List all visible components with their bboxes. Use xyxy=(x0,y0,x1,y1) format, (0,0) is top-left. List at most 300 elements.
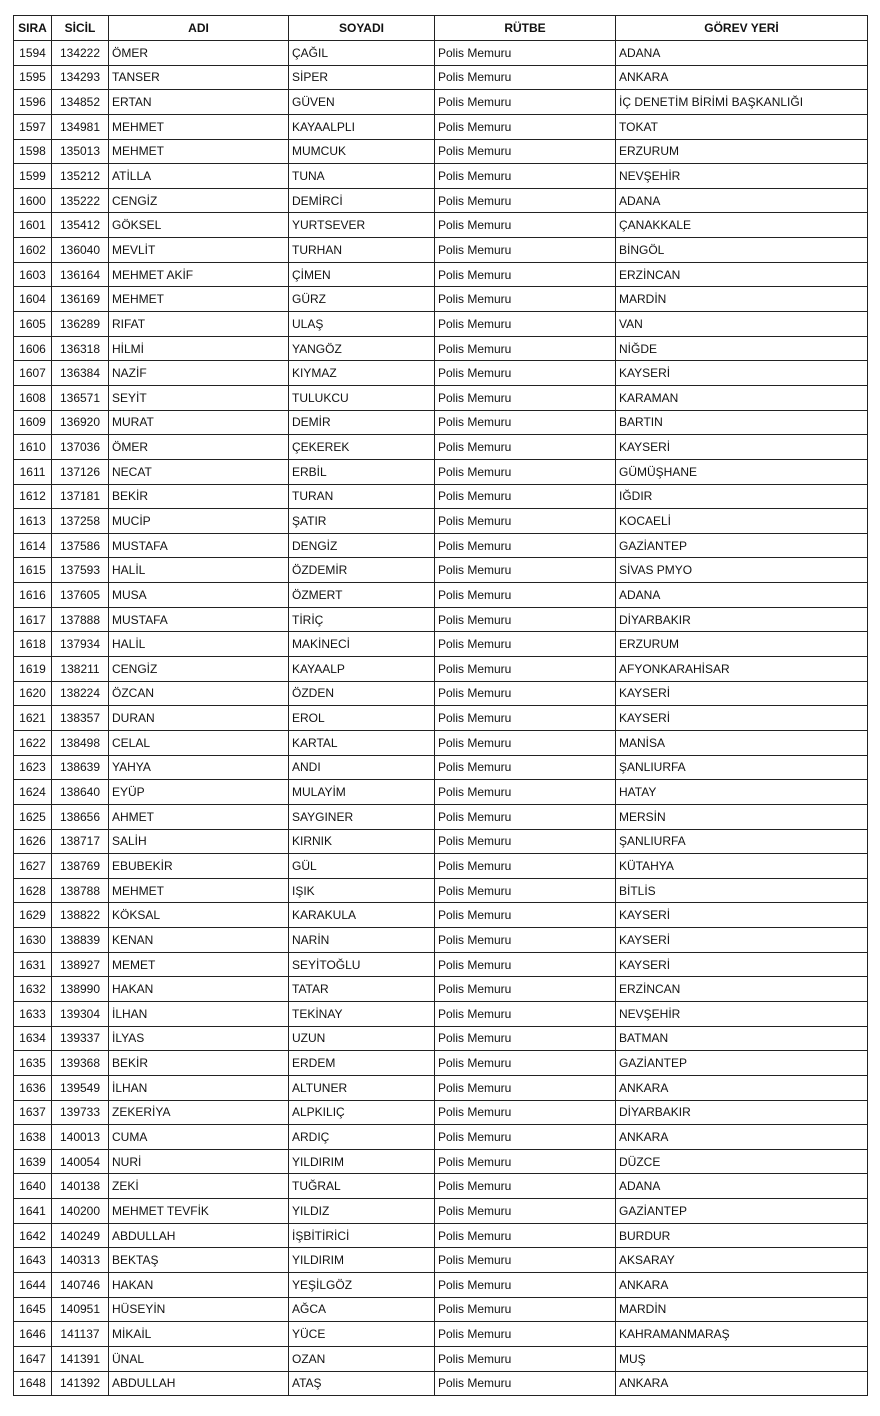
cell-sicil: 140200 xyxy=(52,1199,109,1224)
cell-sicil: 137036 xyxy=(52,435,109,460)
cell-rutbe: Polis Memuru xyxy=(435,361,616,386)
header-soyadi: SOYADI xyxy=(289,16,435,41)
cell-sicil: 135222 xyxy=(52,188,109,213)
cell-rutbe: Polis Memuru xyxy=(435,484,616,509)
cell-soyadi: OZAN xyxy=(289,1346,435,1371)
table-row xyxy=(14,706,868,731)
cell-rutbe: Polis Memuru xyxy=(435,1297,616,1322)
header-sira: SIRA xyxy=(14,16,52,41)
table-row xyxy=(14,1297,868,1322)
cell-sicil: 140013 xyxy=(52,1125,109,1150)
cell-soyadi: MUMCUK xyxy=(289,139,435,164)
cell-sira: 1597 xyxy=(14,114,52,139)
cell-sicil: 138656 xyxy=(52,804,109,829)
cell-gorev-yeri: KAYSERİ xyxy=(616,928,868,953)
cell-soyadi: KARTAL xyxy=(289,730,435,755)
cell-rutbe: Polis Memuru xyxy=(435,977,616,1002)
cell-sicil: 139733 xyxy=(52,1100,109,1125)
table-row xyxy=(14,829,868,854)
cell-adi: MUSTAFA xyxy=(109,607,289,632)
table-row xyxy=(14,336,868,361)
cell-sira: 1642 xyxy=(14,1223,52,1248)
cell-adi: MUSTAFA xyxy=(109,533,289,558)
cell-gorev-yeri: KAYSERİ xyxy=(616,903,868,928)
cell-gorev-yeri: IĞDIR xyxy=(616,484,868,509)
cell-sira: 1640 xyxy=(14,1174,52,1199)
cell-sira: 1622 xyxy=(14,730,52,755)
cell-soyadi: ALPKILIÇ xyxy=(289,1100,435,1125)
cell-adi: YAHYA xyxy=(109,755,289,780)
cell-adi: HAKAN xyxy=(109,1273,289,1298)
cell-sira: 1594 xyxy=(14,41,52,66)
table-row xyxy=(14,1149,868,1174)
cell-gorev-yeri: NEVŞEHİR xyxy=(616,164,868,189)
cell-soyadi: EROL xyxy=(289,706,435,731)
cell-sira: 1628 xyxy=(14,878,52,903)
cell-soyadi: İŞBİTİRİCİ xyxy=(289,1223,435,1248)
cell-adi: DURAN xyxy=(109,706,289,731)
cell-rutbe: Polis Memuru xyxy=(435,435,616,460)
cell-sicil: 140138 xyxy=(52,1174,109,1199)
cell-gorev-yeri: ANKARA xyxy=(616,1075,868,1100)
cell-sira: 1603 xyxy=(14,262,52,287)
cell-soyadi: TURHAN xyxy=(289,238,435,263)
cell-adi: RIFAT xyxy=(109,312,289,337)
table-row xyxy=(14,804,868,829)
cell-rutbe: Polis Memuru xyxy=(435,755,616,780)
cell-adi: ZEKİ xyxy=(109,1174,289,1199)
cell-sira: 1623 xyxy=(14,755,52,780)
cell-sira: 1596 xyxy=(14,90,52,115)
cell-sira: 1631 xyxy=(14,952,52,977)
cell-sicil: 140054 xyxy=(52,1149,109,1174)
cell-sira: 1632 xyxy=(14,977,52,1002)
cell-rutbe: Polis Memuru xyxy=(435,188,616,213)
cell-soyadi: YEŞİLGÖZ xyxy=(289,1273,435,1298)
table-row xyxy=(14,1346,868,1371)
cell-soyadi: TİRİÇ xyxy=(289,607,435,632)
cell-adi: BEKİR xyxy=(109,1051,289,1076)
cell-soyadi: TATAR xyxy=(289,977,435,1002)
cell-gorev-yeri: ERZİNCAN xyxy=(616,977,868,1002)
table-row xyxy=(14,312,868,337)
table-row xyxy=(14,410,868,435)
cell-gorev-yeri: MANİSA xyxy=(616,730,868,755)
cell-gorev-yeri: MUŞ xyxy=(616,1346,868,1371)
cell-sicil: 138839 xyxy=(52,928,109,953)
cell-soyadi: ÇAĞIL xyxy=(289,41,435,66)
cell-adi: BEKİR xyxy=(109,484,289,509)
cell-adi: EYÜP xyxy=(109,780,289,805)
cell-soyadi: TURAN xyxy=(289,484,435,509)
cell-adi: NAZİF xyxy=(109,361,289,386)
cell-sira: 1621 xyxy=(14,706,52,731)
cell-sira: 1639 xyxy=(14,1149,52,1174)
header-row xyxy=(14,16,868,41)
cell-sicil: 141392 xyxy=(52,1371,109,1396)
cell-sicil: 138639 xyxy=(52,755,109,780)
cell-gorev-yeri: KAYSERİ xyxy=(616,681,868,706)
table-row xyxy=(14,139,868,164)
cell-adi: MİKAİL xyxy=(109,1322,289,1347)
cell-rutbe: Polis Memuru xyxy=(435,558,616,583)
cell-sicil: 137181 xyxy=(52,484,109,509)
cell-rutbe: Polis Memuru xyxy=(435,262,616,287)
cell-gorev-yeri: ERZURUM xyxy=(616,632,868,657)
cell-sira: 1610 xyxy=(14,435,52,460)
cell-sicil: 134981 xyxy=(52,114,109,139)
cell-adi: CELAL xyxy=(109,730,289,755)
table-row xyxy=(14,1001,868,1026)
cell-gorev-yeri: KAYSERİ xyxy=(616,361,868,386)
cell-gorev-yeri: GAZİANTEP xyxy=(616,1199,868,1224)
cell-sira: 1620 xyxy=(14,681,52,706)
cell-sira: 1601 xyxy=(14,213,52,238)
cell-sira: 1599 xyxy=(14,164,52,189)
cell-sira: 1644 xyxy=(14,1273,52,1298)
cell-sicil: 136384 xyxy=(52,361,109,386)
table-row xyxy=(14,238,868,263)
cell-sicil: 138927 xyxy=(52,952,109,977)
cell-gorev-yeri: ERZURUM xyxy=(616,139,868,164)
cell-sicil: 138717 xyxy=(52,829,109,854)
cell-soyadi: KAYAALPLI xyxy=(289,114,435,139)
cell-sira: 1624 xyxy=(14,780,52,805)
table-row xyxy=(14,607,868,632)
cell-gorev-yeri: BARTIN xyxy=(616,410,868,435)
cell-sira: 1609 xyxy=(14,410,52,435)
table-row xyxy=(14,681,868,706)
cell-soyadi: ŞATIR xyxy=(289,509,435,534)
cell-gorev-yeri: KAHRAMANMARAŞ xyxy=(616,1322,868,1347)
cell-adi: MEHMET xyxy=(109,878,289,903)
cell-soyadi: DEMİRCİ xyxy=(289,188,435,213)
cell-soyadi: KIRNIK xyxy=(289,829,435,854)
cell-soyadi: GÜRZ xyxy=(289,287,435,312)
cell-sira: 1647 xyxy=(14,1346,52,1371)
table-row xyxy=(14,1075,868,1100)
cell-gorev-yeri: TOKAT xyxy=(616,114,868,139)
cell-rutbe: Polis Memuru xyxy=(435,139,616,164)
cell-sicil: 139337 xyxy=(52,1026,109,1051)
cell-rutbe: Polis Memuru xyxy=(435,459,616,484)
cell-gorev-yeri: ANKARA xyxy=(616,65,868,90)
cell-gorev-yeri: DÜZCE xyxy=(616,1149,868,1174)
table-row xyxy=(14,287,868,312)
table-row xyxy=(14,1125,868,1150)
cell-soyadi: AĞCA xyxy=(289,1297,435,1322)
cell-adi: CENGİZ xyxy=(109,188,289,213)
table-row xyxy=(14,188,868,213)
cell-sicil: 138822 xyxy=(52,903,109,928)
cell-rutbe: Polis Memuru xyxy=(435,681,616,706)
cell-gorev-yeri: İÇ DENETİM BİRİMİ BAŞKANLIĞI xyxy=(616,90,868,115)
cell-sicil: 137258 xyxy=(52,509,109,534)
header-sicil: SİCİL xyxy=(52,16,109,41)
cell-sira: 1641 xyxy=(14,1199,52,1224)
table-row xyxy=(14,632,868,657)
cell-adi: MEHMET xyxy=(109,114,289,139)
cell-adi: BEKTAŞ xyxy=(109,1248,289,1273)
cell-rutbe: Polis Memuru xyxy=(435,65,616,90)
cell-adi: İLYAS xyxy=(109,1026,289,1051)
cell-rutbe: Polis Memuru xyxy=(435,657,616,682)
cell-soyadi: UZUN xyxy=(289,1026,435,1051)
cell-rutbe: Polis Memuru xyxy=(435,706,616,731)
cell-adi: HİLMİ xyxy=(109,336,289,361)
cell-sira: 1625 xyxy=(14,804,52,829)
cell-sira: 1600 xyxy=(14,188,52,213)
cell-gorev-yeri: NEVŞEHİR xyxy=(616,1001,868,1026)
table-row xyxy=(14,1026,868,1051)
table-row xyxy=(14,1100,868,1125)
cell-adi: HALİL xyxy=(109,558,289,583)
cell-rutbe: Polis Memuru xyxy=(435,509,616,534)
cell-gorev-yeri: GAZİANTEP xyxy=(616,533,868,558)
cell-gorev-yeri: NİĞDE xyxy=(616,336,868,361)
cell-sira: 1611 xyxy=(14,459,52,484)
cell-adi: NECAT xyxy=(109,459,289,484)
cell-sicil: 138357 xyxy=(52,706,109,731)
cell-soyadi: ARDIÇ xyxy=(289,1125,435,1150)
cell-sira: 1629 xyxy=(14,903,52,928)
cell-rutbe: Polis Memuru xyxy=(435,607,616,632)
personnel-table xyxy=(13,15,868,1396)
cell-gorev-yeri: DİYARBAKIR xyxy=(616,607,868,632)
cell-adi: ÖMER xyxy=(109,435,289,460)
cell-gorev-yeri: KOCAELİ xyxy=(616,509,868,534)
cell-rutbe: Polis Memuru xyxy=(435,114,616,139)
cell-sicil: 136164 xyxy=(52,262,109,287)
cell-sicil: 136318 xyxy=(52,336,109,361)
cell-gorev-yeri: KÜTAHYA xyxy=(616,854,868,879)
table-row xyxy=(14,361,868,386)
cell-sira: 1613 xyxy=(14,509,52,534)
cell-soyadi: YÜCE xyxy=(289,1322,435,1347)
cell-gorev-yeri: GÜMÜŞHANE xyxy=(616,459,868,484)
cell-sira: 1646 xyxy=(14,1322,52,1347)
cell-sira: 1602 xyxy=(14,238,52,263)
table-row xyxy=(14,114,868,139)
cell-sira: 1619 xyxy=(14,657,52,682)
cell-sira: 1617 xyxy=(14,607,52,632)
table-row xyxy=(14,977,868,1002)
table-row xyxy=(14,1371,868,1396)
cell-sicil: 137593 xyxy=(52,558,109,583)
cell-rutbe: Polis Memuru xyxy=(435,878,616,903)
table-row xyxy=(14,928,868,953)
table-row xyxy=(14,1223,868,1248)
table-row xyxy=(14,1322,868,1347)
table-row xyxy=(14,583,868,608)
cell-gorev-yeri: ANKARA xyxy=(616,1273,868,1298)
cell-rutbe: Polis Memuru xyxy=(435,583,616,608)
cell-sira: 1615 xyxy=(14,558,52,583)
cell-soyadi: MULAYİM xyxy=(289,780,435,805)
cell-soyadi: YILDIRIM xyxy=(289,1248,435,1273)
table-row xyxy=(14,730,868,755)
cell-rutbe: Polis Memuru xyxy=(435,1001,616,1026)
cell-sira: 1608 xyxy=(14,385,52,410)
header-rutbe: RÜTBE xyxy=(435,16,616,41)
cell-sicil: 136040 xyxy=(52,238,109,263)
cell-sira: 1633 xyxy=(14,1001,52,1026)
table-row xyxy=(14,484,868,509)
cell-soyadi: ANDI xyxy=(289,755,435,780)
table-row xyxy=(14,878,868,903)
cell-gorev-yeri: ANKARA xyxy=(616,1371,868,1396)
cell-adi: MEHMET xyxy=(109,287,289,312)
table-row xyxy=(14,385,868,410)
cell-sira: 1637 xyxy=(14,1100,52,1125)
cell-adi: ATİLLA xyxy=(109,164,289,189)
cell-gorev-yeri: HATAY xyxy=(616,780,868,805)
cell-adi: İLHAN xyxy=(109,1075,289,1100)
cell-rutbe: Polis Memuru xyxy=(435,312,616,337)
cell-sicil: 137586 xyxy=(52,533,109,558)
cell-gorev-yeri: ÇANAKKALE xyxy=(616,213,868,238)
table-row xyxy=(14,780,868,805)
cell-sicil: 136920 xyxy=(52,410,109,435)
cell-sira: 1638 xyxy=(14,1125,52,1150)
cell-sira: 1612 xyxy=(14,484,52,509)
cell-rutbe: Polis Memuru xyxy=(435,1223,616,1248)
cell-rutbe: Polis Memuru xyxy=(435,1075,616,1100)
cell-sicil: 138788 xyxy=(52,878,109,903)
cell-soyadi: GÜVEN xyxy=(289,90,435,115)
cell-gorev-yeri: AKSARAY xyxy=(616,1248,868,1273)
cell-adi: NURİ xyxy=(109,1149,289,1174)
cell-rutbe: Polis Memuru xyxy=(435,1322,616,1347)
header-gorev-yeri: GÖREV YERİ xyxy=(616,16,868,41)
table-row xyxy=(14,1174,868,1199)
cell-sicil: 138224 xyxy=(52,681,109,706)
cell-soyadi: YILDIRIM xyxy=(289,1149,435,1174)
cell-rutbe: Polis Memuru xyxy=(435,952,616,977)
cell-sicil: 135212 xyxy=(52,164,109,189)
cell-rutbe: Polis Memuru xyxy=(435,1371,616,1396)
table-row xyxy=(14,755,868,780)
cell-gorev-yeri: SİVAS PMYO xyxy=(616,558,868,583)
cell-gorev-yeri: ADANA xyxy=(616,583,868,608)
cell-rutbe: Polis Memuru xyxy=(435,632,616,657)
cell-sicil: 136169 xyxy=(52,287,109,312)
cell-sicil: 137605 xyxy=(52,583,109,608)
cell-adi: KENAN xyxy=(109,928,289,953)
cell-adi: MEHMET xyxy=(109,139,289,164)
cell-sira: 1607 xyxy=(14,361,52,386)
cell-sicil: 137934 xyxy=(52,632,109,657)
cell-sicil: 140249 xyxy=(52,1223,109,1248)
cell-sira: 1614 xyxy=(14,533,52,558)
cell-sicil: 135412 xyxy=(52,213,109,238)
header-adi: ADI xyxy=(109,16,289,41)
cell-soyadi: KAYAALP xyxy=(289,657,435,682)
cell-gorev-yeri: ADANA xyxy=(616,188,868,213)
cell-adi: MEHMET AKİF xyxy=(109,262,289,287)
cell-gorev-yeri: ŞANLIURFA xyxy=(616,755,868,780)
table-row xyxy=(14,435,868,460)
cell-soyadi: TULUKCU xyxy=(289,385,435,410)
cell-adi: HAKAN xyxy=(109,977,289,1002)
cell-sicil: 137126 xyxy=(52,459,109,484)
cell-sicil: 134293 xyxy=(52,65,109,90)
cell-gorev-yeri: BURDUR xyxy=(616,1223,868,1248)
cell-sira: 1606 xyxy=(14,336,52,361)
cell-rutbe: Polis Memuru xyxy=(435,804,616,829)
cell-adi: HALİL xyxy=(109,632,289,657)
cell-soyadi: TUĞRAL xyxy=(289,1174,435,1199)
cell-sicil: 135013 xyxy=(52,139,109,164)
cell-adi: MUCİP xyxy=(109,509,289,534)
cell-sicil: 134222 xyxy=(52,41,109,66)
cell-sicil: 136571 xyxy=(52,385,109,410)
cell-rutbe: Polis Memuru xyxy=(435,287,616,312)
cell-gorev-yeri: KAYSERİ xyxy=(616,435,868,460)
cell-gorev-yeri: AFYONKARAHİSAR xyxy=(616,657,868,682)
cell-soyadi: NARİN xyxy=(289,928,435,953)
table-row xyxy=(14,459,868,484)
cell-rutbe: Polis Memuru xyxy=(435,1051,616,1076)
table-row xyxy=(14,90,868,115)
cell-gorev-yeri: ERZİNCAN xyxy=(616,262,868,287)
cell-soyadi: IŞIK xyxy=(289,878,435,903)
cell-adi: ÜNAL xyxy=(109,1346,289,1371)
cell-rutbe: Polis Memuru xyxy=(435,829,616,854)
cell-sicil: 139549 xyxy=(52,1075,109,1100)
cell-soyadi: YANGÖZ xyxy=(289,336,435,361)
cell-adi: ÖMER xyxy=(109,41,289,66)
cell-rutbe: Polis Memuru xyxy=(435,385,616,410)
cell-sira: 1618 xyxy=(14,632,52,657)
cell-sira: 1636 xyxy=(14,1075,52,1100)
cell-adi: MEVLİT xyxy=(109,238,289,263)
cell-gorev-yeri: VAN xyxy=(616,312,868,337)
cell-soyadi: SEYİTOĞLU xyxy=(289,952,435,977)
cell-adi: ABDULLAH xyxy=(109,1371,289,1396)
cell-sira: 1645 xyxy=(14,1297,52,1322)
cell-sira: 1626 xyxy=(14,829,52,854)
table-row xyxy=(14,1273,868,1298)
cell-soyadi: KIYMAZ xyxy=(289,361,435,386)
cell-adi: ERTAN xyxy=(109,90,289,115)
cell-gorev-yeri: BİTLİS xyxy=(616,878,868,903)
cell-sicil: 136289 xyxy=(52,312,109,337)
cell-rutbe: Polis Memuru xyxy=(435,928,616,953)
cell-rutbe: Polis Memuru xyxy=(435,410,616,435)
table-row xyxy=(14,533,868,558)
cell-rutbe: Polis Memuru xyxy=(435,533,616,558)
cell-rutbe: Polis Memuru xyxy=(435,1125,616,1150)
cell-soyadi: DEMİR xyxy=(289,410,435,435)
table-row xyxy=(14,903,868,928)
cell-sira: 1648 xyxy=(14,1371,52,1396)
cell-adi: ÖZCAN xyxy=(109,681,289,706)
cell-adi: GÖKSEL xyxy=(109,213,289,238)
cell-sira: 1616 xyxy=(14,583,52,608)
cell-gorev-yeri: KAYSERİ xyxy=(616,706,868,731)
cell-sira: 1595 xyxy=(14,65,52,90)
cell-rutbe: Polis Memuru xyxy=(435,213,616,238)
cell-rutbe: Polis Memuru xyxy=(435,1346,616,1371)
cell-adi: SEYİT xyxy=(109,385,289,410)
cell-soyadi: YURTSEVER xyxy=(289,213,435,238)
cell-gorev-yeri: GAZİANTEP xyxy=(616,1051,868,1076)
cell-adi: EBUBEKİR xyxy=(109,854,289,879)
table-row xyxy=(14,213,868,238)
cell-soyadi: ULAŞ xyxy=(289,312,435,337)
cell-gorev-yeri: ANKARA xyxy=(616,1125,868,1150)
